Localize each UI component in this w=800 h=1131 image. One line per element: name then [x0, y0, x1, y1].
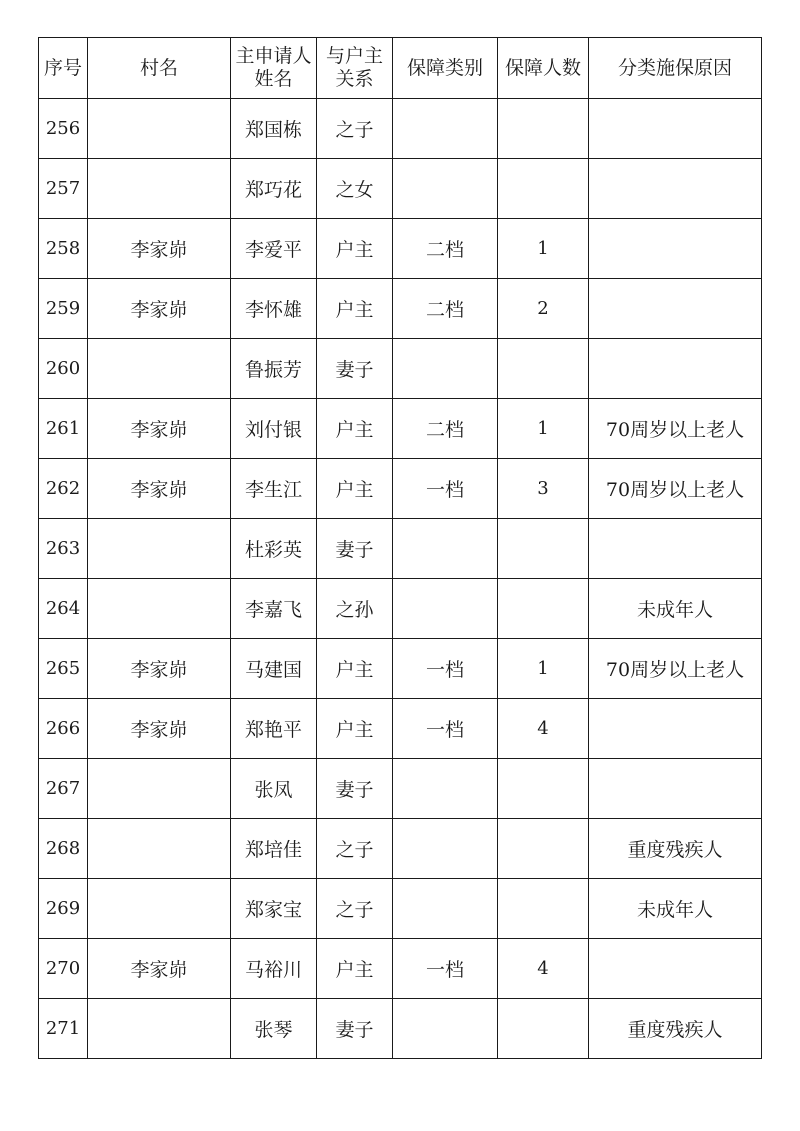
- cell-village: [88, 339, 231, 399]
- cell-count: 1: [498, 639, 589, 699]
- cell-relation: 之子: [317, 99, 393, 159]
- cell-village: 李家峁: [88, 459, 231, 519]
- cell-category: [393, 99, 498, 159]
- cell-reason: [589, 339, 762, 399]
- cell-name: 郑巧花: [231, 159, 317, 219]
- cell-relation: 户主: [317, 939, 393, 999]
- cell-village: 李家峁: [88, 699, 231, 759]
- cell-category: [393, 339, 498, 399]
- cell-village: [88, 819, 231, 879]
- cell-reason: [589, 519, 762, 579]
- cell-count: 3: [498, 459, 589, 519]
- cell-name: 李生江: [231, 459, 317, 519]
- cell-village: [88, 159, 231, 219]
- cell-category: [393, 519, 498, 579]
- table-row: [39, 459, 762, 519]
- cell-reason: [589, 279, 762, 339]
- cell-reason: [589, 219, 762, 279]
- cell-name: 马建国: [231, 639, 317, 699]
- header-category: 保障类别: [393, 38, 498, 99]
- table-row: [39, 819, 762, 879]
- header-reason: 分类施保原因: [589, 38, 762, 99]
- cell-reason: 70周岁以上老人: [589, 459, 762, 519]
- cell-category: [393, 759, 498, 819]
- table-header-row: [39, 38, 762, 99]
- header-applicant: 主申请人姓名: [231, 38, 317, 99]
- table-row: [39, 879, 762, 939]
- cell-no: 262: [39, 459, 88, 519]
- cell-relation: 之女: [317, 159, 393, 219]
- cell-count: [498, 819, 589, 879]
- table-row: [39, 99, 762, 159]
- cell-no: 269: [39, 879, 88, 939]
- table-body: [39, 99, 762, 1059]
- table-row: [39, 279, 762, 339]
- cell-category: [393, 879, 498, 939]
- cell-reason: 未成年人: [589, 879, 762, 939]
- cell-village: 李家峁: [88, 279, 231, 339]
- cell-reason: 重度残疾人: [589, 819, 762, 879]
- cell-no: 267: [39, 759, 88, 819]
- cell-village: [88, 519, 231, 579]
- cell-reason: [589, 99, 762, 159]
- cell-count: [498, 579, 589, 639]
- cell-count: [498, 999, 589, 1059]
- cell-no: 256: [39, 99, 88, 159]
- cell-no: 263: [39, 519, 88, 579]
- cell-category: 二档: [393, 279, 498, 339]
- cell-name: 杜彩英: [231, 519, 317, 579]
- cell-reason: 70周岁以上老人: [589, 639, 762, 699]
- cell-reason: [589, 159, 762, 219]
- document-page: [38, 37, 761, 1059]
- cell-count: [498, 159, 589, 219]
- cell-category: [393, 579, 498, 639]
- subsistence-allowance-table: [38, 37, 762, 1059]
- cell-count: 1: [498, 399, 589, 459]
- cell-reason: 70周岁以上老人: [589, 399, 762, 459]
- cell-count: [498, 879, 589, 939]
- cell-no: 271: [39, 999, 88, 1059]
- cell-category: 一档: [393, 939, 498, 999]
- table-row: [39, 759, 762, 819]
- cell-count: [498, 519, 589, 579]
- cell-name: 李嘉飞: [231, 579, 317, 639]
- table-row: [39, 639, 762, 699]
- cell-reason: [589, 699, 762, 759]
- cell-reason: [589, 759, 762, 819]
- cell-category: 一档: [393, 459, 498, 519]
- table-row: [39, 939, 762, 999]
- table-row: [39, 399, 762, 459]
- cell-relation: 户主: [317, 459, 393, 519]
- cell-no: 257: [39, 159, 88, 219]
- cell-relation: 户主: [317, 219, 393, 279]
- table-row: [39, 219, 762, 279]
- table-row: [39, 519, 762, 579]
- cell-category: [393, 819, 498, 879]
- cell-count: 2: [498, 279, 589, 339]
- table-row: [39, 579, 762, 639]
- cell-category: 一档: [393, 699, 498, 759]
- cell-relation: 户主: [317, 699, 393, 759]
- cell-no: 264: [39, 579, 88, 639]
- header-no: 序号: [39, 38, 88, 99]
- cell-no: 270: [39, 939, 88, 999]
- cell-relation: 户主: [317, 279, 393, 339]
- cell-no: 258: [39, 219, 88, 279]
- cell-no: 266: [39, 699, 88, 759]
- cell-name: 李怀雄: [231, 279, 317, 339]
- cell-relation: 妻子: [317, 999, 393, 1059]
- cell-village: [88, 99, 231, 159]
- cell-village: 李家峁: [88, 399, 231, 459]
- cell-count: [498, 759, 589, 819]
- cell-name: 郑家宝: [231, 879, 317, 939]
- header-relation: 与户主关系: [317, 38, 393, 99]
- cell-relation: 妻子: [317, 339, 393, 399]
- cell-name: 郑国栋: [231, 99, 317, 159]
- header-village: 村名: [88, 38, 231, 99]
- cell-count: [498, 99, 589, 159]
- cell-name: 李爱平: [231, 219, 317, 279]
- cell-no: 259: [39, 279, 88, 339]
- cell-relation: 户主: [317, 639, 393, 699]
- cell-name: 马裕川: [231, 939, 317, 999]
- table-row: [39, 159, 762, 219]
- cell-category: 二档: [393, 219, 498, 279]
- table-row: [39, 339, 762, 399]
- cell-relation: 之子: [317, 819, 393, 879]
- cell-name: 郑艳平: [231, 699, 317, 759]
- cell-count: [498, 339, 589, 399]
- cell-count: 1: [498, 219, 589, 279]
- cell-village: 李家峁: [88, 939, 231, 999]
- cell-relation: 妻子: [317, 519, 393, 579]
- cell-village: [88, 579, 231, 639]
- cell-name: 刘付银: [231, 399, 317, 459]
- header-count: 保障人数: [498, 38, 589, 99]
- cell-name: 张凤: [231, 759, 317, 819]
- cell-relation: 户主: [317, 399, 393, 459]
- cell-village: 李家峁: [88, 219, 231, 279]
- cell-no: 268: [39, 819, 88, 879]
- cell-village: [88, 879, 231, 939]
- cell-category: 二档: [393, 399, 498, 459]
- table-row: [39, 999, 762, 1059]
- cell-category: [393, 999, 498, 1059]
- cell-category: [393, 159, 498, 219]
- cell-reason: 重度残疾人: [589, 999, 762, 1059]
- cell-name: 张琴: [231, 999, 317, 1059]
- cell-relation: 之孙: [317, 579, 393, 639]
- cell-name: 鲁振芳: [231, 339, 317, 399]
- cell-category: 一档: [393, 639, 498, 699]
- cell-name: 郑培佳: [231, 819, 317, 879]
- cell-relation: 妻子: [317, 759, 393, 819]
- cell-village: [88, 759, 231, 819]
- cell-count: 4: [498, 939, 589, 999]
- cell-no: 265: [39, 639, 88, 699]
- cell-reason: 未成年人: [589, 579, 762, 639]
- cell-count: 4: [498, 699, 589, 759]
- cell-reason: [589, 939, 762, 999]
- cell-no: 261: [39, 399, 88, 459]
- cell-no: 260: [39, 339, 88, 399]
- cell-village: 李家峁: [88, 639, 231, 699]
- table-row: [39, 699, 762, 759]
- cell-village: [88, 999, 231, 1059]
- cell-relation: 之子: [317, 879, 393, 939]
